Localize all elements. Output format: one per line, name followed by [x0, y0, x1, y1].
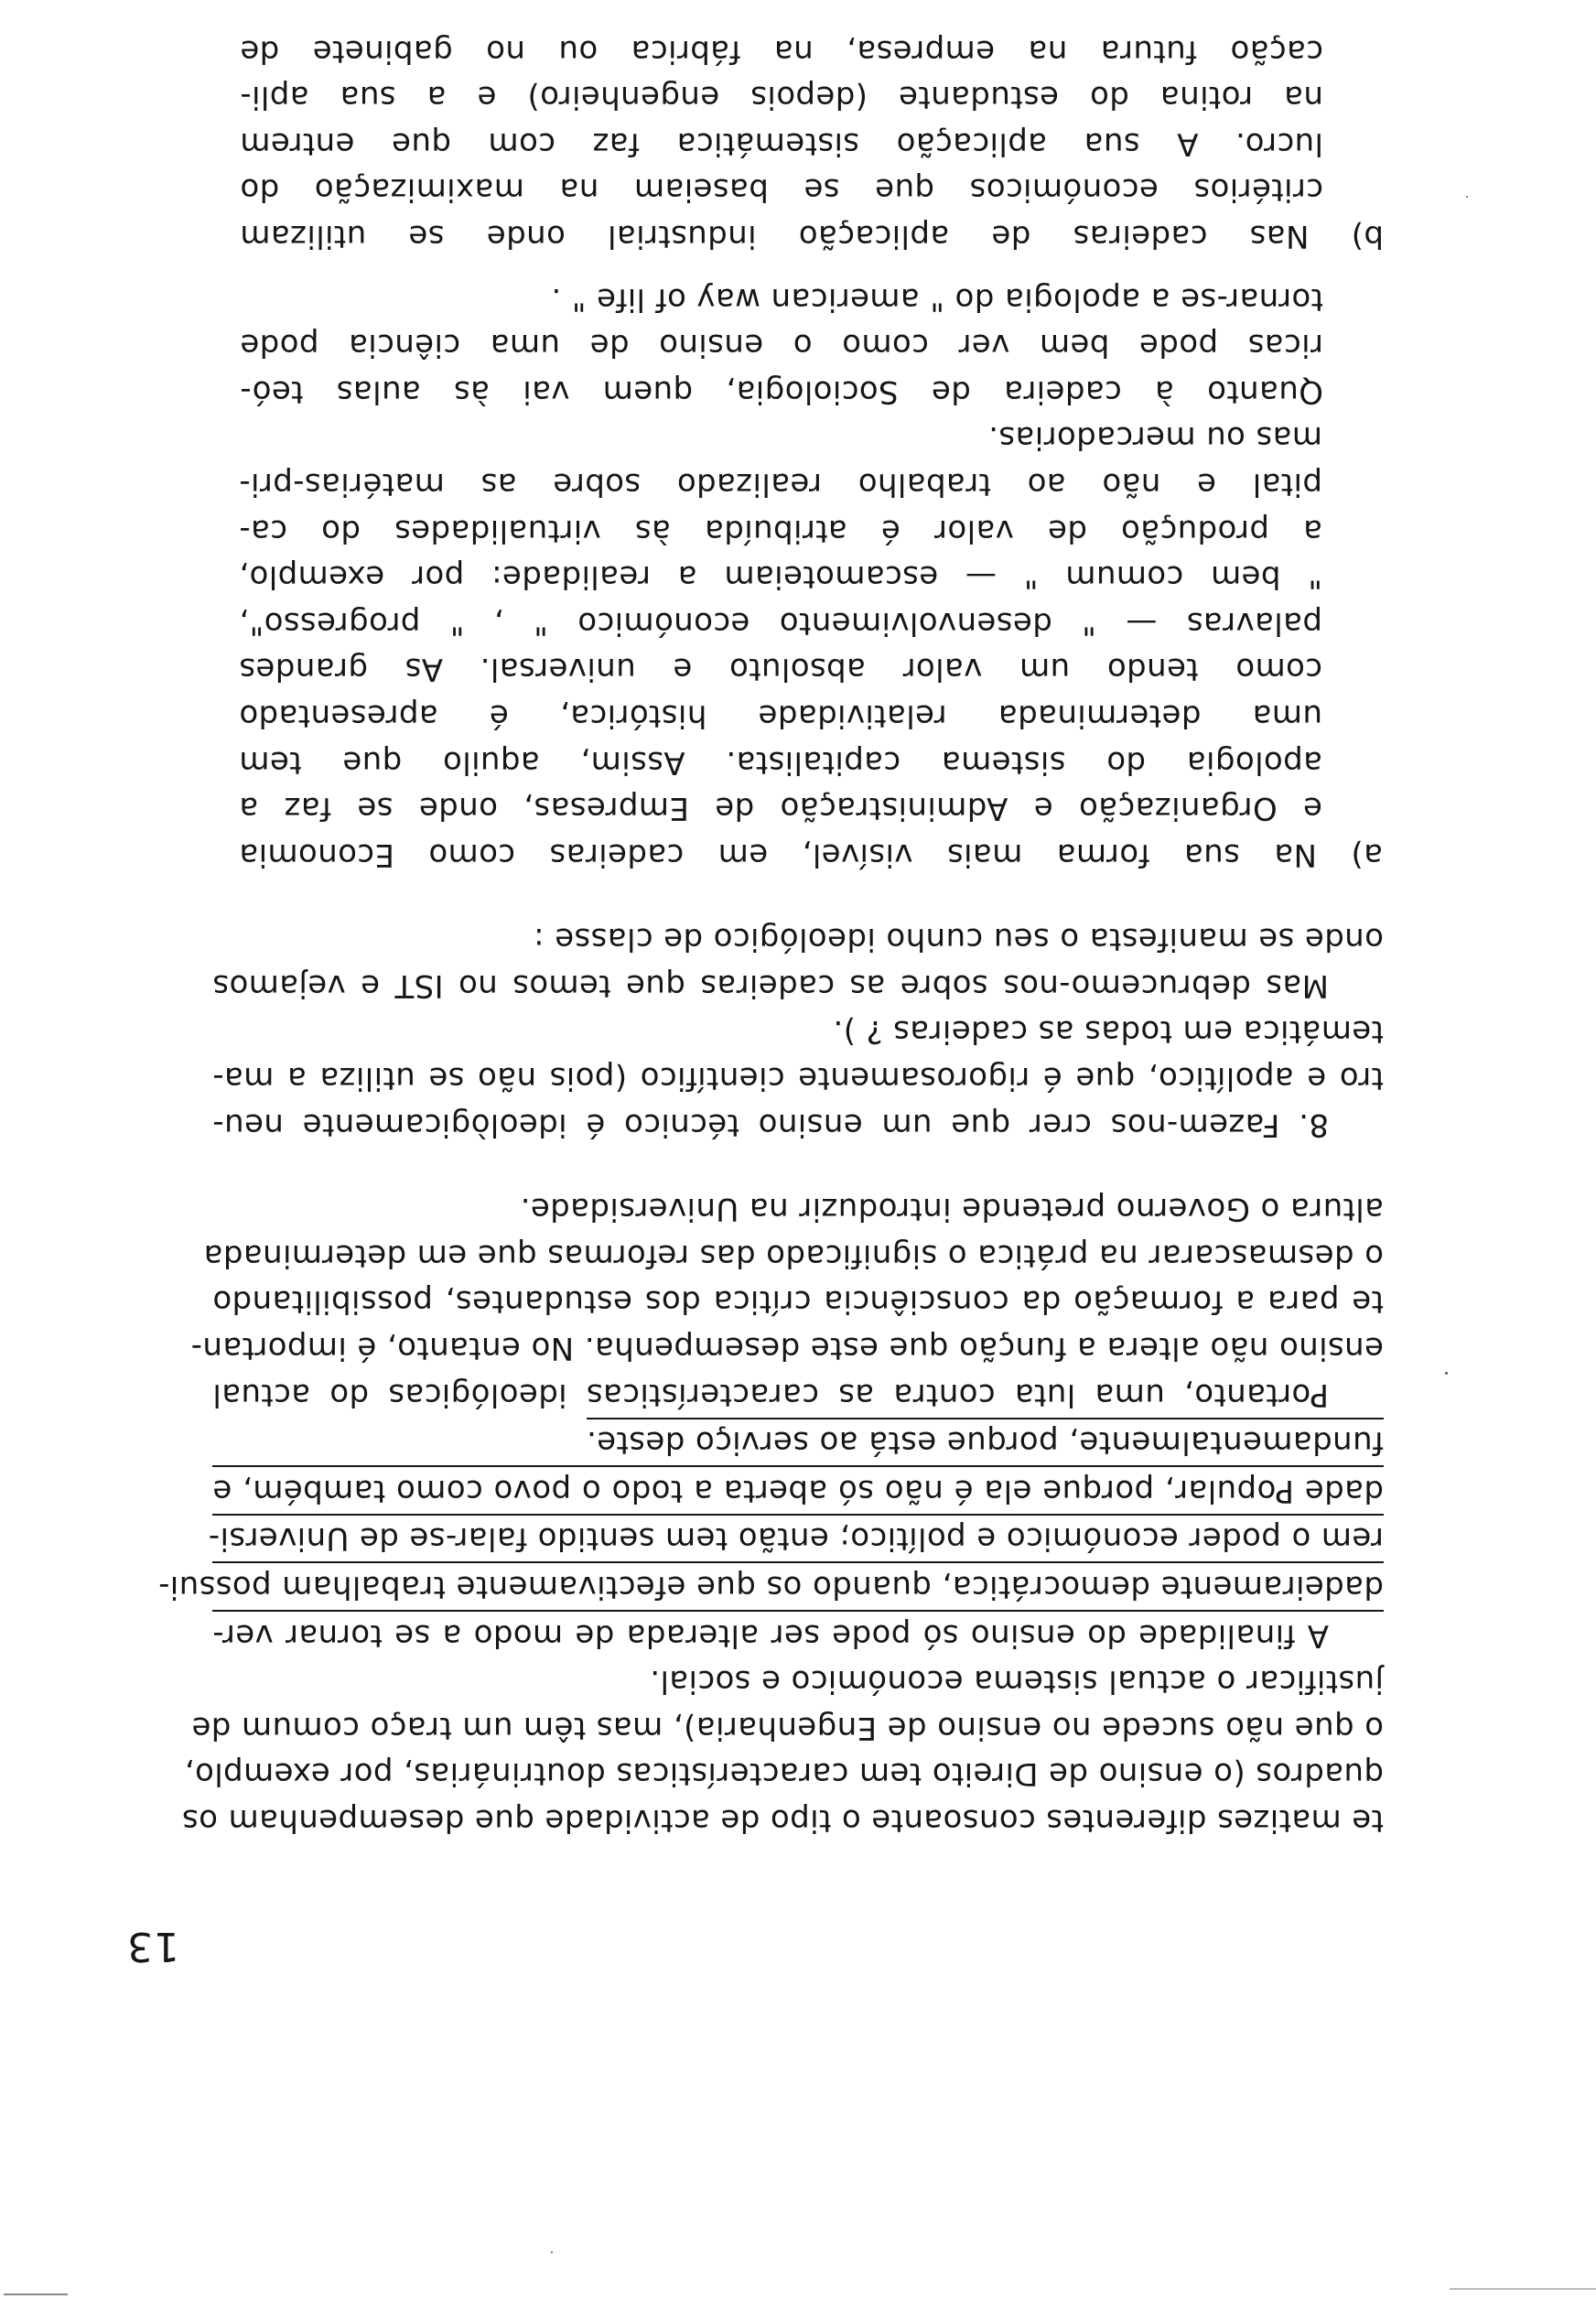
scan-speck — [1445, 1372, 1448, 1375]
scan-edge-mark — [4, 2294, 68, 2295]
text-line: onde se manifesta o seu cunho ideológico de classe : — [533, 921, 1384, 958]
list-item-b — [240, 27, 1384, 259]
text-line: fundamentalmente, porque está ao serviço deste. — [587, 1418, 1384, 1466]
text-line: cação futura na empresa, na fábrica ou no gabinete de — [240, 32, 1323, 70]
text-line: te matizes diferentes consoante o tipo de actividade que desempenham os — [181, 1802, 1384, 1839]
text-line: temática em todas as cadeiras ? ). — [833, 1013, 1384, 1051]
text-line: tro e apolítico, que é rigorosamente científico (pois não se utiliza a ma- — [212, 1060, 1384, 1097]
list-item-a — [239, 415, 1384, 878]
text-line: critérios económicos que se baseiam na maximização do — [240, 171, 1323, 209]
text-line: mas ou mercadorias. — [987, 419, 1322, 457]
text-line: lucro. A sua aplicação sistemática faz com que entrem — [240, 124, 1323, 162]
text-line: " bem comum " — escamoteiam a realidade: por exemplo, — [239, 558, 1322, 596]
text-line: na rotina do estudante (depois engenheiro) e a sua apli- — [240, 79, 1323, 116]
text-line: a) Na sua forma mais visível, em cadeiras como Economia — [239, 836, 1383, 873]
text-line: Portanto, uma luta contra as características ideológicas do actual — [212, 1376, 1329, 1413]
text-line: rem o poder económico e político; então tem sentido falar-se de Universi- — [212, 1514, 1384, 1562]
paragraph-sociologia — [240, 275, 1384, 415]
spacer — [212, 878, 1384, 916]
paragraph-2-underlined — [157, 1418, 1384, 1658]
text-line: ricas pode bem ver como o ensino de uma ciência pode — [240, 327, 1323, 364]
text-line: dadeiramente democrática, quando os que efectivamente trabalham possui- — [212, 1561, 1384, 1610]
text-line: te para a formação da consciência crítica dos estudantes, possibilitando — [212, 1283, 1384, 1321]
text-line: quadros (o ensino de Direito tem características doutrinárias, por exemplo, — [184, 1755, 1384, 1793]
text-line: Quanto à cadeira de Sociologia, quem vai às aulas teó- — [240, 372, 1323, 410]
paragraph-3 — [190, 1186, 1384, 1418]
text-line: palavras — " desenvolvimento económico " , " progresso", — [239, 604, 1322, 642]
text-line: apologia do sistema capitalista. Assim, aquilo que tem — [239, 743, 1322, 781]
text-line: dade Popular, porque ela é não só aberta a todo o povo como também, e — [212, 1465, 1384, 1514]
text-line: como tendo um valor absoluto e universal. As grandes — [239, 651, 1322, 688]
text-line: A finalidade do ensino só pode ser alterada de modo a se tornar ver- — [212, 1610, 1384, 1658]
text-line: a produção de valor é atribuída às virtualidades do ca- — [239, 512, 1322, 549]
scan-speck — [1466, 196, 1468, 198]
text-line: tornar-se a apologia do " american way of life " . — [550, 280, 1323, 318]
spacer — [212, 259, 1384, 275]
paragraph-1 — [181, 1658, 1384, 1843]
text-line: justificar o actual sistema económico e social. — [649, 1663, 1384, 1700]
text-line: Mas debrucemo-nos sobre as cadeiras que temos no IST e vejamos — [212, 966, 1329, 1004]
text-line: 8. Fazem-nos crer que um ensino técnico é ideològicamente neu- — [212, 1106, 1329, 1143]
paragraph-5 — [212, 916, 1384, 1009]
text-line: uma determinada relatividade histórica, é apresentado — [239, 696, 1322, 734]
text-line: altura o Governo pretende introduzir na Universidade. — [520, 1191, 1384, 1228]
scan-edge-mark — [1450, 2288, 1596, 2290]
text-line: e Organização e Administração de Empresas, onde se faz a — [239, 790, 1322, 827]
text-line: ensino não altera a função que este desempenha. No entanto, é importan- — [190, 1330, 1384, 1367]
paragraph-4-section-8 — [212, 1009, 1384, 1148]
text-line: o desmascarar na prática o significado das reformas que em determinada — [203, 1236, 1384, 1274]
text-line: b) Nas cadeiras de aplicação industrial onde se utilizam — [240, 218, 1384, 254]
spacer — [212, 1148, 1384, 1186]
text-line: pital e não ao trabalho realizado sobre as matérias-pri- — [239, 465, 1322, 502]
text-line: o que não sucede no ensino de Engenharia), mas têm um traço comum de — [191, 1709, 1384, 1746]
body-text — [157, 27, 1384, 1843]
scan-speck — [551, 2251, 553, 2253]
page-number: 13 — [126, 1923, 179, 1970]
